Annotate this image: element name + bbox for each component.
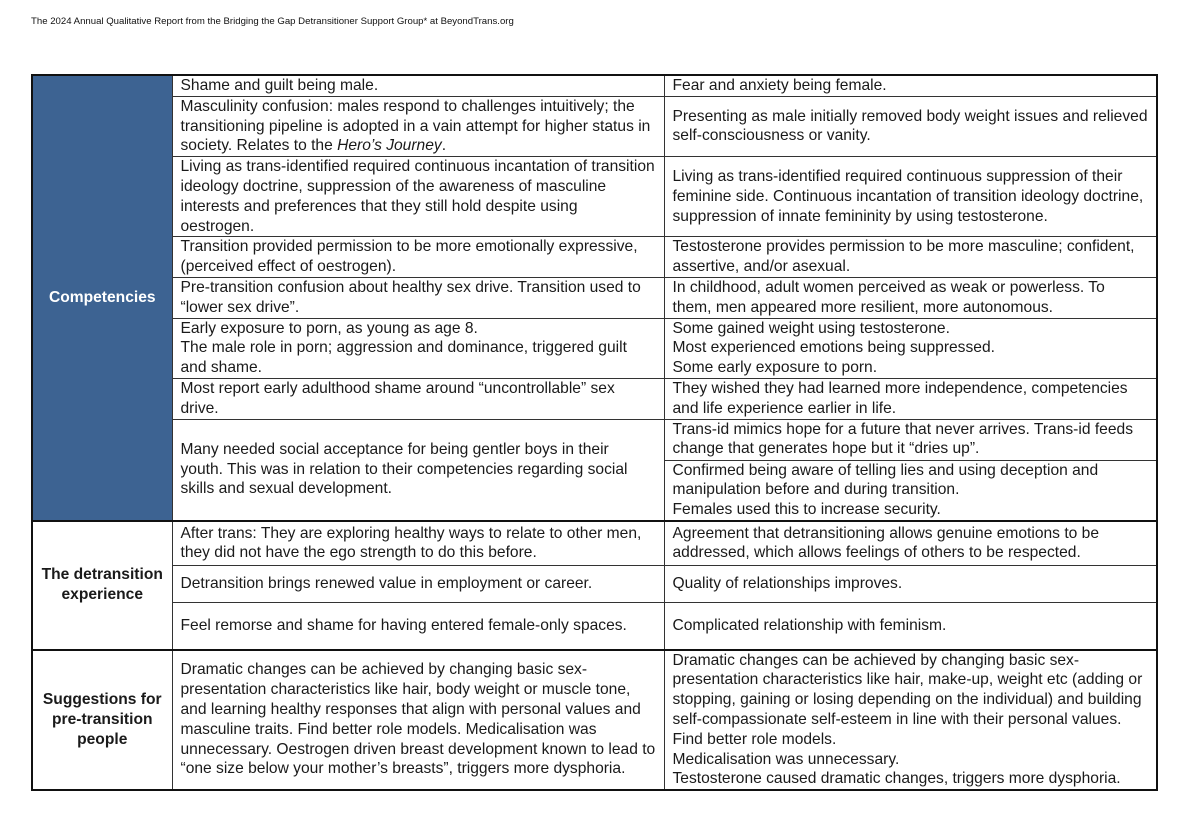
cell-line: Some gained weight using testosterone. xyxy=(672,319,950,337)
cell-left: Living as trans-identified required continuous incantation of transition ideology doctrine, suppression of the awareness of masculine interests and preferences that they still hold despite using oestrogen. xyxy=(172,157,664,237)
cell-line: Testosterone caused dramatic changes, triggers more dysphoria. xyxy=(672,770,1121,788)
cell-left xyxy=(172,318,664,378)
cell-line: Dramatic changes can be achieved by changing basic sex-presentation characteristics like hair, make-up, weight etc (adding or stopping, gaining or losing depending on the individual) and building self-compassionate self-esteem in line with their personal values. Find better role models. xyxy=(672,651,1143,748)
cell-line: Most experienced emotions being suppressed. xyxy=(672,339,995,357)
table-row xyxy=(32,237,1157,278)
cell-right: Quality of relationships improves. xyxy=(664,566,1157,603)
cell-left: Dramatic changes can be achieved by changing basic sex-presentation characteristics like hair, body weight or muscle tone, and learning healthy responses that align with personal values and masculine traits. Find better role models. Medicalisation was unnecessary. Oestrogen driven breast development known to lead to “one size below your mother’s breasts”, triggers more dysphoria. xyxy=(172,650,664,791)
cell-left xyxy=(172,96,664,156)
table-row xyxy=(32,157,1157,237)
section-label-competencies: Competencies xyxy=(32,75,172,521)
cell-subrow xyxy=(665,460,1157,520)
table-row xyxy=(32,277,1157,318)
cell-left: Transition provided permission to be more emotionally expressive, (perceived effect of oestrogen). xyxy=(172,237,664,278)
cell-right: Living as trans-identified required continuous suppression of their feminine side. Continuous incantation of transition ideology doctrine, suppression of innate femininity by using testosterone. xyxy=(664,157,1157,237)
cell-right: They wished they had learned more independence, competencies and life experience earlier in life. xyxy=(664,378,1157,419)
cell-right: Agreement that detransitioning allows genuine emotions to be addressed, which allows feelings of others to be respected. xyxy=(664,521,1157,566)
cell-left: Many needed social acceptance for being gentler boys in their youth. This was in relation to their competencies regarding social skills and sexual development. xyxy=(172,419,664,521)
cell-left: Most report early adulthood shame around “uncontrollable” sex drive. xyxy=(172,378,664,419)
cell-left: After trans: They are exploring healthy ways to relate to other men, they did not have the ego strength to do this before. xyxy=(172,521,664,566)
page-header: The 2024 Annual Qualitative Report from the Bridging the Gap Detransitioner Support Group* at BeyondTrans.org xyxy=(31,16,514,27)
cell-line: Confirmed being aware of telling lies and using deception and manipulation before and during transition. xyxy=(672,461,1099,499)
section-label-suggestions: Suggestions for pre-transition people xyxy=(32,650,172,791)
cell-text: . xyxy=(441,137,447,155)
cell-right: Testosterone provides permission to be more masculine; confident, assertive, and/or asexual. xyxy=(664,237,1157,278)
cell-left: Detransition brings renewed value in employment or career. xyxy=(172,566,664,603)
table-row xyxy=(32,318,1157,378)
table-row xyxy=(32,566,1157,603)
cell-line: The male role in porn; aggression and dominance, triggered guilt and shame. xyxy=(180,339,627,377)
table-row xyxy=(32,419,1157,521)
section-label-detransition: The detransition experience xyxy=(32,521,172,650)
cell-line: Females used this to increase security. xyxy=(672,501,941,519)
report-table xyxy=(31,74,1158,791)
cell-right xyxy=(664,419,1157,521)
cell-subrow: Trans-id mimics hope for a future that never arrives. Trans-id feeds change that generates hope but it “dries up”. xyxy=(672,420,1133,458)
table-row xyxy=(32,75,1157,96)
cell-right: Presenting as male initially removed body weight issues and relieved self-consciousness or vanity. xyxy=(664,96,1157,156)
cell-left: Pre-transition confusion about healthy sex drive. Transition used to “lower sex drive”. xyxy=(172,277,664,318)
cell-italic-text: Hero’s Journey xyxy=(337,137,442,155)
cell-line: Early exposure to porn, as young as age 8. xyxy=(180,319,478,337)
table-row xyxy=(32,378,1157,419)
cell-line: Some early exposure to porn. xyxy=(672,359,878,377)
cell-text: Masculinity confusion: males respond to challenges intuitively; the transitioning pipeline is adopted in a vain attempt for higher status in society. Relates to the xyxy=(180,97,651,155)
cell-left: Feel remorse and shame for having entered female-only spaces. xyxy=(172,603,664,650)
table-row xyxy=(32,603,1157,650)
cell-right: Complicated relationship with feminism. xyxy=(664,603,1157,650)
cell-right xyxy=(664,318,1157,378)
cell-right xyxy=(664,650,1157,791)
cell-left: Shame and guilt being male. xyxy=(172,75,664,96)
table-row xyxy=(32,650,1157,791)
cell-right: In childhood, adult women perceived as weak or powerless. To them, men appeared more resilient, more autonomous. xyxy=(664,277,1157,318)
cell-line: Medicalisation was unnecessary. xyxy=(672,750,900,768)
cell-right: Fear and anxiety being female. xyxy=(664,75,1157,96)
table-row xyxy=(32,521,1157,566)
table-row xyxy=(32,96,1157,156)
